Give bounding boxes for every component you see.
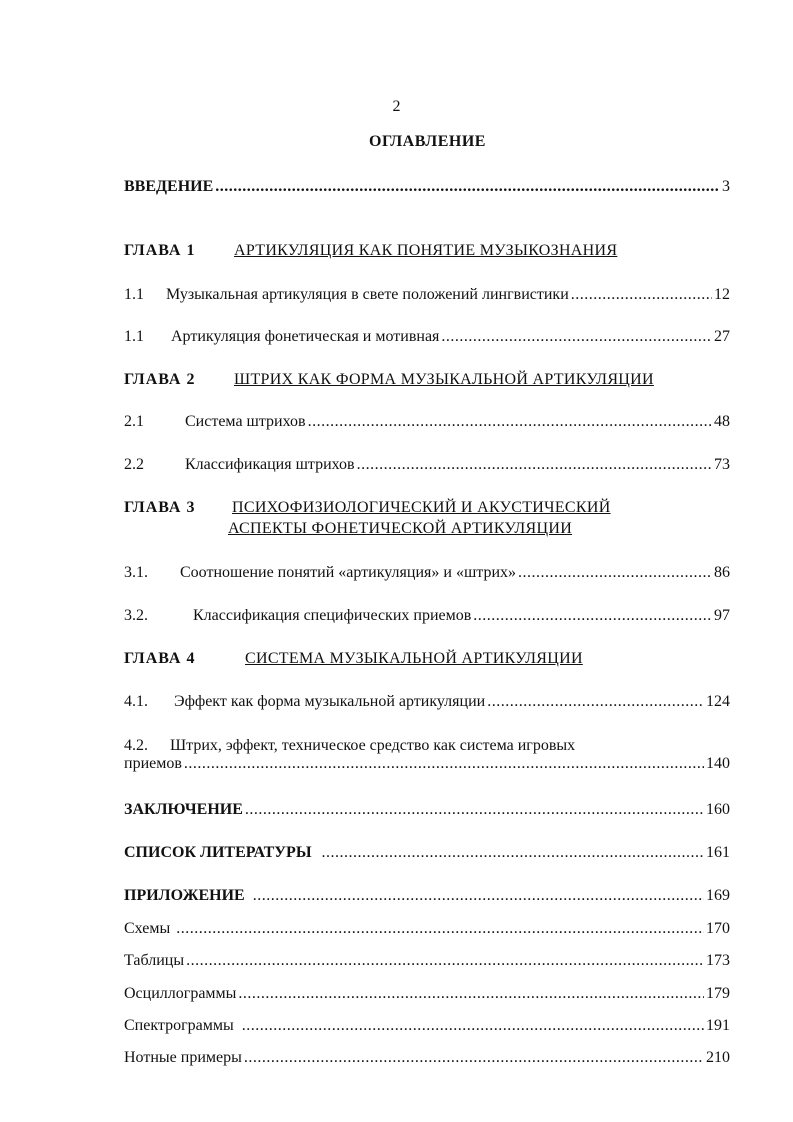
leader-dots bbox=[571, 286, 712, 304]
toc-entry-page: 210 bbox=[706, 1049, 730, 1066]
chapter-heading-3[interactable] bbox=[124, 499, 611, 517]
chapter-title: ШТРИХ КАК ФОРМА МУЗЫКАЛЬНОЙ АРТИКУЛЯЦИИ bbox=[234, 371, 654, 388]
toc-entry-label: Музыкальная артикуляция в свете положений лингвистики bbox=[166, 286, 569, 303]
toc-entry-4-2[interactable] bbox=[124, 737, 730, 773]
toc-entry-label: Классификация штрихов bbox=[185, 456, 355, 473]
leader-dots bbox=[244, 1049, 704, 1067]
toc-entry-page: 12 bbox=[714, 286, 730, 303]
toc-entry-page: 169 bbox=[706, 887, 730, 904]
section-number: 3.1. bbox=[124, 564, 148, 581]
toc-entry-4-1[interactable] bbox=[124, 693, 730, 711]
toc-entry-label: Спектрограммы bbox=[124, 1017, 234, 1034]
toc-entry-page: 179 bbox=[706, 985, 730, 1002]
toc-entry-label: Осциллограммы bbox=[124, 985, 237, 1002]
toc-entry-page: 27 bbox=[714, 328, 730, 345]
leader-dots bbox=[245, 801, 704, 819]
toc-entry-label: Таблицы bbox=[124, 952, 185, 969]
leader-dots bbox=[308, 413, 712, 431]
toc-entry-page: 191 bbox=[706, 1017, 730, 1034]
leader-dots bbox=[473, 607, 712, 625]
toc-entry-1-1b[interactable] bbox=[124, 328, 730, 346]
toc-entry-tables[interactable] bbox=[124, 952, 730, 970]
toc-entry-page: 124 bbox=[706, 693, 730, 710]
chapter-title: АРТИКУЛЯЦИЯ КАК ПОНЯТИЕ МУЗЫКОЗНАНИЯ bbox=[234, 242, 618, 259]
section-number: 2.2 bbox=[124, 456, 144, 473]
chapter-heading-4[interactable] bbox=[124, 650, 583, 668]
leader-dots bbox=[518, 564, 712, 582]
toc-entry-page: 173 bbox=[706, 952, 730, 969]
toc-entry-label: Схемы bbox=[124, 920, 171, 937]
chapter-title: СИСТЕМА МУЗЫКАЛЬНОЙ АРТИКУЛЯЦИИ bbox=[245, 650, 583, 667]
toc-entry-4-2-line2 bbox=[124, 755, 730, 773]
leader-dots bbox=[186, 952, 704, 970]
toc-entry-label: ПРИЛОЖЕНИЕ bbox=[124, 887, 245, 904]
section-number: 3.2. bbox=[124, 607, 148, 624]
chapter-label: ГЛАВА 3 bbox=[124, 499, 196, 516]
toc-entry-page: 161 bbox=[706, 844, 730, 861]
toc-entry-label: Нотные примеры bbox=[124, 1049, 242, 1066]
chapter-title-line1: ПСИХОФИЗИОЛОГИЧЕСКИЙ И АКУСТИЧЕСКИЙ bbox=[232, 499, 611, 516]
leader-dots bbox=[242, 1017, 704, 1035]
leader-dots bbox=[253, 887, 704, 905]
leader-dots bbox=[176, 920, 704, 938]
toc-entry-page: 170 bbox=[706, 920, 730, 937]
toc-entry-schemes[interactable] bbox=[124, 920, 730, 938]
toc-entry-label: ВВЕДЕНИЕ bbox=[124, 178, 214, 195]
toc-entry-page: 97 bbox=[714, 607, 730, 624]
chapter-label: ГЛАВА 4 bbox=[124, 650, 196, 667]
section-number: 2.1 bbox=[124, 413, 144, 430]
toc-entry-page: 73 bbox=[714, 456, 730, 473]
toc-entry-label: Классификация специфических приемов bbox=[193, 607, 472, 624]
chapter-heading-1[interactable] bbox=[124, 242, 617, 260]
leader-dots bbox=[357, 456, 712, 474]
toc-entry-1-1a[interactable] bbox=[124, 286, 730, 304]
leader-dots bbox=[238, 985, 704, 1003]
leader-dots bbox=[184, 755, 704, 773]
toc-entry-page: 3 bbox=[722, 178, 730, 195]
chapter-heading-3-line2 bbox=[228, 520, 572, 538]
toc-entry-conclusion[interactable] bbox=[124, 801, 730, 819]
toc-entry-label: Артикуляция фонетическая и мотивная bbox=[171, 328, 440, 345]
chapter-label: ГЛАВА 1 bbox=[124, 242, 196, 259]
toc-entry-appendix[interactable] bbox=[124, 887, 730, 905]
toc-entry-intro[interactable] bbox=[124, 178, 730, 196]
chapter-title-line2: АСПЕКТЫ ФОНЕТИЧЕСКОЙ АРТИКУЛЯЦИИ bbox=[228, 520, 573, 537]
toc-entry-2-1[interactable] bbox=[124, 413, 730, 431]
toc-entry-page: 48 bbox=[714, 413, 730, 430]
section-number: 1.1 bbox=[124, 286, 144, 303]
toc-entry-label: СПИСОК ЛИТЕРАТУРЫ bbox=[124, 844, 312, 861]
toc-entry-page: 140 bbox=[706, 755, 730, 772]
section-number: 4.1. bbox=[124, 693, 148, 710]
toc-title: ОГЛАВЛЕНИЕ bbox=[369, 133, 486, 150]
toc-entry-spectrograms[interactable] bbox=[124, 1017, 730, 1035]
toc-entry-page: 160 bbox=[706, 801, 730, 818]
toc-entry-oscillograms[interactable] bbox=[124, 985, 730, 1003]
toc-entry-label: Эффект как форма музыкальной артикуляции bbox=[174, 693, 486, 710]
toc-entry-3-1[interactable] bbox=[124, 564, 730, 582]
toc-entry-3-2[interactable] bbox=[124, 607, 730, 625]
toc-entry-bibliography[interactable] bbox=[124, 844, 730, 862]
toc-entry-label: Соотношение понятий «артикуляция» и «штрих» bbox=[180, 564, 517, 581]
toc-entry-label: ЗАКЛЮЧЕНИЕ bbox=[124, 801, 243, 818]
page-number: 2 bbox=[392, 98, 401, 115]
chapter-label: ГЛАВА 2 bbox=[124, 371, 196, 388]
toc-entry-label-line1: Штрих, эффект, техническое средство как система игровых bbox=[170, 737, 576, 754]
leader-dots bbox=[322, 844, 704, 862]
toc-entry-label-line2: приемов bbox=[124, 755, 182, 772]
toc-entry-music-examples[interactable] bbox=[124, 1049, 730, 1067]
toc-entry-page: 86 bbox=[714, 564, 730, 581]
toc-entry-2-2[interactable] bbox=[124, 456, 730, 474]
leader-dots bbox=[215, 178, 720, 196]
chapter-heading-2[interactable] bbox=[124, 371, 654, 389]
section-number: 1.1 bbox=[124, 328, 144, 345]
leader-dots bbox=[441, 328, 712, 346]
section-number: 4.2. bbox=[124, 737, 148, 754]
leader-dots bbox=[487, 693, 704, 711]
toc-entry-label: Система штрихов bbox=[185, 413, 306, 430]
